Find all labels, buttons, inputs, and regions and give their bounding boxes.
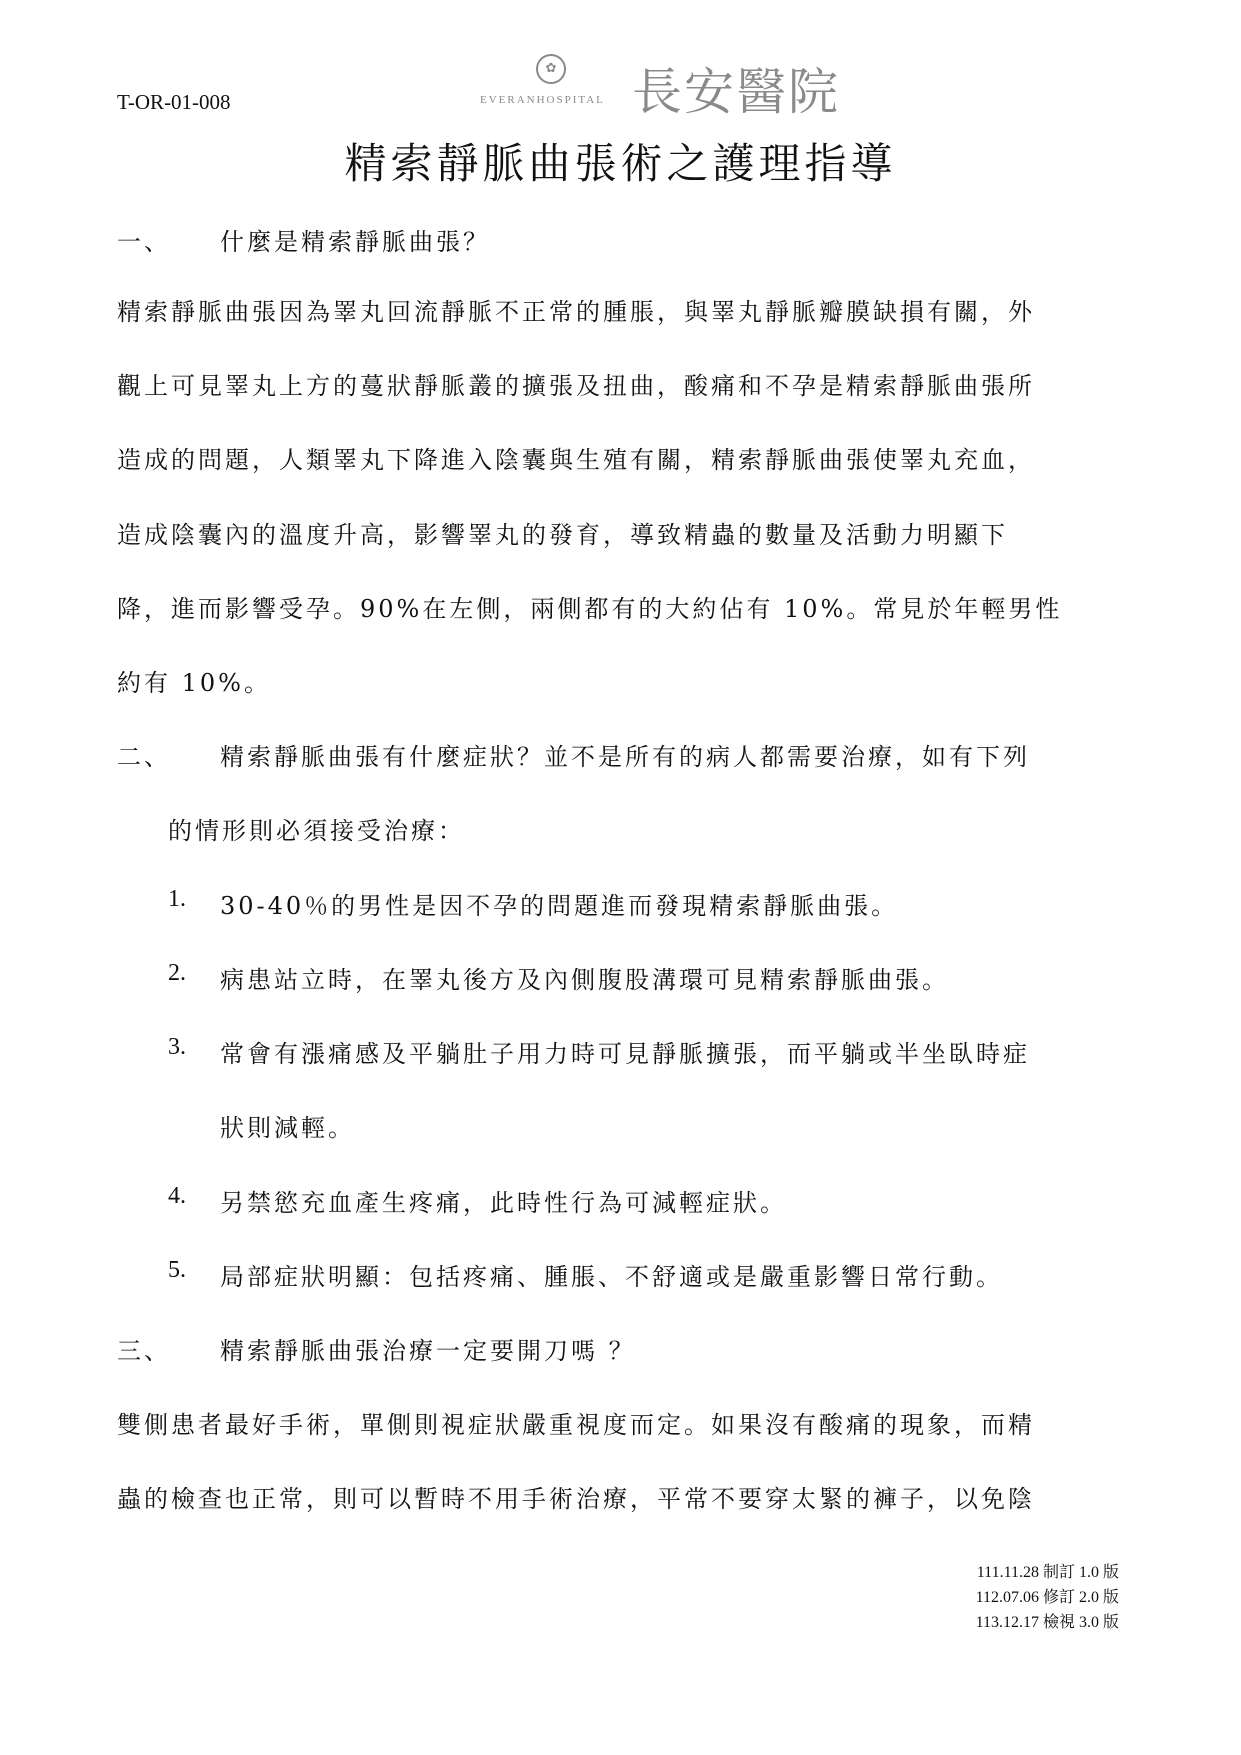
list-item-number: 2. (168, 960, 186, 986)
section-3-heading: 精索靜脈曲張治療一定要開刀嗎 ？ (220, 1337, 636, 1365)
list-item-number: 3. (168, 1034, 186, 1060)
revision-entry: 111.11.28 制訂 1.0 版 (976, 1564, 1119, 1581)
list-item-number: 4. (168, 1183, 186, 1209)
hospital-emblem-icon: ✿ (536, 54, 566, 84)
section-3-line: 雙側患者最好手術，單側則視症狀嚴重視度而定。如果沒有酸痛的現象，而精 (117, 1411, 1035, 1439)
section-2-number: 二、 (117, 743, 171, 771)
list-item-number: 1. (168, 886, 186, 912)
revision-entry: 112.07.06 修訂 2.0 版 (975, 1589, 1119, 1606)
logo-chinese-name: 長安醫院 (632, 63, 840, 121)
section-1-number: 一、 (117, 228, 171, 256)
list-item-text-continued: 狀則減輕。 (220, 1114, 355, 1142)
page-title: 精索靜脈曲張術之護理指導 (344, 139, 897, 188)
list-item-text: 常會有漲痛感及平躺肚子用力時可見靜脈擴張，而平躺或半坐臥時症 (220, 1040, 1030, 1068)
logo-english-name: EVERANHOSPITAL (480, 94, 605, 106)
section-1-line: 觀上可見睪丸上方的蔓狀靜脈叢的擴張及扭曲，酸痛和不孕是精索靜脈曲張所 (117, 372, 1035, 400)
section-1-line: 精索靜脈曲張因為睪丸回流靜脈不正常的腫脹，與睪丸靜脈瓣膜缺損有關，外 (117, 298, 1035, 326)
section-1-line: 造成的問題，人類睪丸下降進入陰囊與生殖有關，精索靜脈曲張使睪丸充血， (117, 446, 1035, 474)
list-item-text: 30-40％的男性是因不孕的問題進而發現精索靜脈曲張。 (220, 892, 899, 920)
section-3-number: 三、 (117, 1337, 171, 1365)
section-1-line: 約有 10%。 (117, 669, 271, 697)
list-item-number: 5. (168, 1257, 186, 1283)
section-2-heading: 精索靜脈曲張有什麼症狀？並不是所有的病人都需要治療，如有下列 (220, 743, 1030, 771)
list-item-text: 病患站立時，在睪丸後方及內側腹股溝環可見精索靜脈曲張。 (220, 966, 949, 994)
section-2-heading-continued: 的情形則必須接受治療： (168, 817, 465, 845)
section-1-line: 降，進而影響受孕。90%在左側，兩側都有的大約佔有 10%。常見於年輕男性 (117, 595, 1063, 623)
section-1-heading: 什麼是精索靜脈曲張？ (220, 228, 490, 256)
revision-entry: 113.12.17 檢視 3.0 版 (975, 1614, 1119, 1631)
list-item-text: 局部症狀明顯：包括疼痛、腫脹、不舒適或是嚴重影響日常行動。 (220, 1263, 1003, 1291)
section-1-line: 造成陰囊內的溫度升高，影響睪丸的發育，導致精蟲的數量及活動力明顯下 (117, 521, 1008, 549)
document-code: T-OR-01-008 (117, 90, 231, 114)
section-3-line: 蟲的檢查也正常，則可以暫時不用手術治療，平常不要穿太緊的褲子，以免陰 (117, 1485, 1035, 1513)
list-item-text: 另禁慾充血產生疼痛，此時性行為可減輕症狀。 (220, 1189, 787, 1217)
